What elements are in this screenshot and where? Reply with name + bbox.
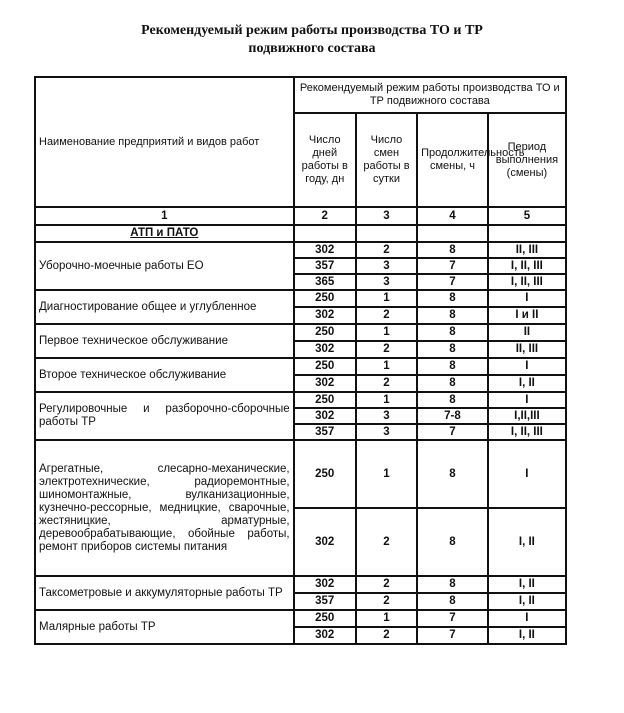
duration-cell: 7-8	[417, 408, 488, 424]
days-cell: 302	[294, 508, 356, 576]
shifts-cell: 3	[356, 274, 417, 290]
duration-cell: 8	[417, 290, 488, 307]
table-row	[35, 242, 566, 258]
period-cell: I, II	[488, 593, 566, 610]
work-type-name: Регулировочные и разборочно-сборочные работы ТР	[35, 392, 294, 440]
period-cell: I,II,III	[488, 408, 566, 424]
shifts-cell: 2	[356, 593, 417, 610]
table-row	[35, 610, 566, 627]
shifts-cell: 1	[356, 440, 417, 508]
shifts-cell: 2	[356, 341, 417, 358]
duration-cell: 7	[417, 258, 488, 274]
duration-cell: 8	[417, 242, 488, 258]
column-number: 3	[356, 207, 417, 225]
work-type-name: Таксометровые и аккумуляторные работы ТР	[35, 576, 294, 610]
duration-cell: 8	[417, 440, 488, 508]
work-type-name: Диагностирование общее и углубленное	[35, 290, 294, 324]
shifts-cell: 2	[356, 375, 417, 392]
days-cell: 302	[294, 627, 356, 644]
days-cell: 302	[294, 242, 356, 258]
period-cell: I, II, III	[488, 274, 566, 290]
table-row	[35, 358, 566, 375]
days-cell: 302	[294, 408, 356, 424]
column-number: 5	[488, 207, 566, 225]
period-cell: I	[488, 440, 566, 508]
days-cell: 302	[294, 375, 356, 392]
period-cell: I	[488, 358, 566, 375]
header-duration: Продолжительность смены, ч	[417, 113, 488, 207]
header-period: Период выполнения (смены)	[488, 113, 566, 207]
duration-cell: 7	[417, 274, 488, 290]
duration-cell: 8	[417, 508, 488, 576]
duration-cell: 7	[417, 424, 488, 440]
shifts-cell: 1	[356, 610, 417, 627]
period-cell: I и II	[488, 307, 566, 324]
period-cell: I, II	[488, 375, 566, 392]
period-cell: I	[488, 290, 566, 307]
shifts-cell: 1	[356, 324, 417, 341]
title-line-2: подвижного состава	[248, 41, 376, 56]
column-number: 4	[417, 207, 488, 225]
shifts-cell: 2	[356, 307, 417, 324]
duration-cell: 7	[417, 627, 488, 644]
duration-cell: 8	[417, 392, 488, 408]
work-type-name: Агрегатные, слесарно-механические, электротехнические, радиоремонтные, шиномонтажные, вулканизационные, кузнечно-рессорные, медницкие, сварочные, жестяницкие, арматурные, деревообрабатывающие, обойные работы, ремонт приборов системы питания	[35, 440, 294, 576]
shifts-cell: 3	[356, 424, 417, 440]
header-days: Число дней работы в году, дн	[294, 113, 356, 207]
duration-cell: 8	[417, 341, 488, 358]
duration-cell: 8	[417, 307, 488, 324]
shifts-cell: 3	[356, 258, 417, 274]
column-number: 1	[35, 207, 294, 225]
title-line-1: Рекомендуемый режим работы производства ТО и ТР	[141, 23, 483, 38]
shifts-cell: 3	[356, 408, 417, 424]
column-number: 2	[294, 207, 356, 225]
period-cell: II, III	[488, 242, 566, 258]
shifts-cell: 1	[356, 358, 417, 375]
work-mode-table	[34, 76, 567, 645]
days-cell: 250	[294, 440, 356, 508]
period-cell: I, II, III	[488, 258, 566, 274]
work-type-name: Уборочно-моечные работы ЕО	[35, 242, 294, 290]
days-cell: 302	[294, 576, 356, 593]
period-cell: I	[488, 392, 566, 408]
period-cell: I, II	[488, 508, 566, 576]
days-cell: 250	[294, 610, 356, 627]
days-cell: 250	[294, 324, 356, 341]
header-shifts: Число смен работы в сутки	[356, 113, 417, 207]
period-cell: I, II	[488, 576, 566, 593]
work-type-name: Первое техническое обслуживание	[35, 324, 294, 358]
section-heading: АТП и ПАТО	[35, 225, 294, 242]
days-cell: 250	[294, 290, 356, 307]
duration-cell: 8	[417, 375, 488, 392]
period-cell: II, III	[488, 341, 566, 358]
shifts-cell: 2	[356, 242, 417, 258]
table-row	[35, 290, 566, 307]
days-cell: 357	[294, 424, 356, 440]
duration-cell: 8	[417, 593, 488, 610]
header-group: Рекомендуемый режим работы производства ТО и ТР подвижного состава	[294, 77, 566, 113]
duration-cell: 8	[417, 576, 488, 593]
document-title	[0, 22, 624, 58]
shifts-cell: 2	[356, 508, 417, 576]
shifts-cell: 1	[356, 290, 417, 307]
shifts-cell: 2	[356, 576, 417, 593]
table-row	[35, 576, 566, 593]
days-cell: 357	[294, 593, 356, 610]
duration-cell: 8	[417, 324, 488, 341]
table-row	[35, 324, 566, 341]
period-cell: II	[488, 324, 566, 341]
days-cell: 365	[294, 274, 356, 290]
period-cell: I	[488, 610, 566, 627]
work-type-name: Малярные работы ТР	[35, 610, 294, 644]
days-cell: 250	[294, 392, 356, 408]
header-name: Наименование предприятий и видов работ	[35, 77, 294, 207]
table-body	[35, 242, 566, 644]
days-cell: 302	[294, 307, 356, 324]
days-cell: 250	[294, 358, 356, 375]
days-cell: 302	[294, 341, 356, 358]
days-cell: 357	[294, 258, 356, 274]
duration-cell: 8	[417, 358, 488, 375]
shifts-cell: 2	[356, 627, 417, 644]
work-type-name: Второе техническое обслуживание	[35, 358, 294, 392]
period-cell: I, II	[488, 627, 566, 644]
duration-cell: 7	[417, 610, 488, 627]
shifts-cell: 1	[356, 392, 417, 408]
table-row	[35, 392, 566, 408]
period-cell: I, II, III	[488, 424, 566, 440]
table-row	[35, 440, 566, 508]
